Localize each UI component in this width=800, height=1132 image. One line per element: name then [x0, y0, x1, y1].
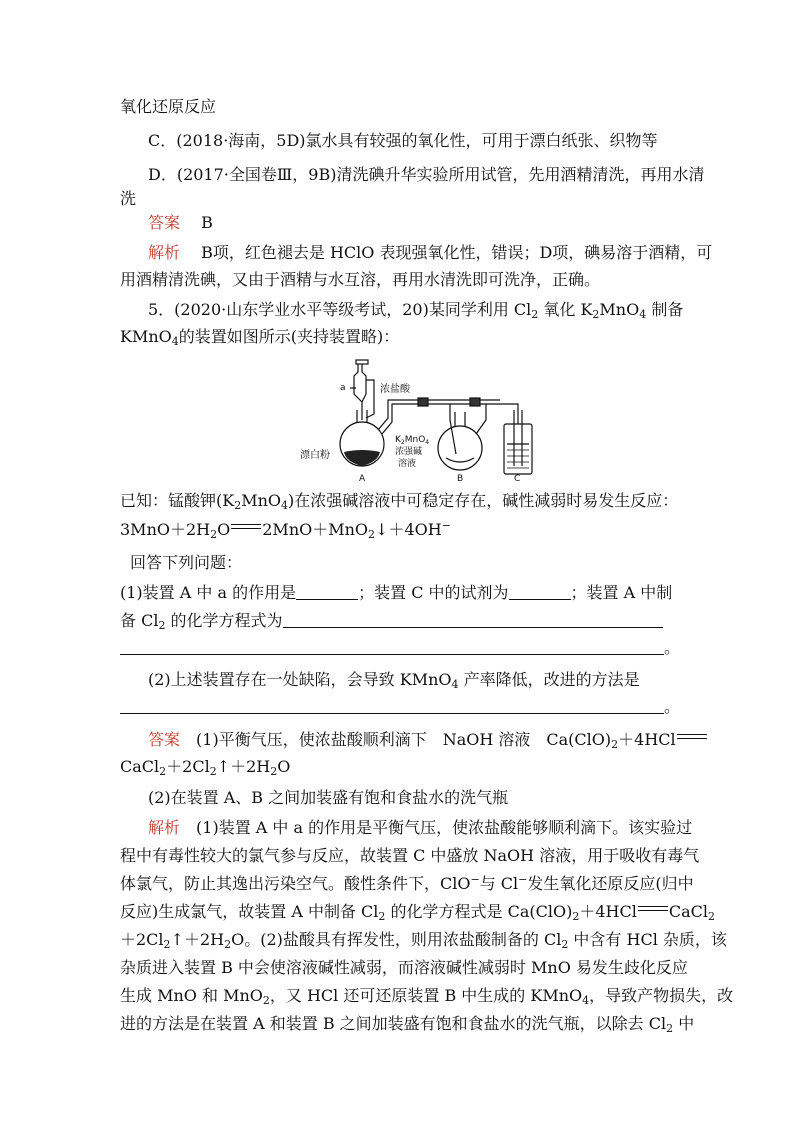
blank-equation[interactable] — [283, 613, 663, 628]
blank-equation-line-2[interactable] — [120, 654, 664, 655]
known-info: 已知：锰酸钾$(K_2MnO_4)$在浓强碱溶液中可稳定存在，碱性减弱时易发生反应： — [120, 491, 679, 512]
part-1-cont: 备 $Cl_2$ 的化学方程式为 — [120, 610, 663, 632]
double-line — [638, 904, 668, 914]
double-line — [231, 522, 261, 532]
period-2: 。 — [664, 697, 681, 716]
explanation-2-l8: 进的方法是在装置 A 和装置 B 之间加装盛有饱和食盐水的洗气瓶，以除去 $Cl_2$ 中 — [120, 1014, 695, 1035]
bottle-c — [504, 424, 532, 474]
explanation-1-cont — [120, 269, 600, 291]
answer-2-part2: (2)在装置 A、B 之间加装盛有饱和食盐水的洗气瓶 — [148, 788, 509, 807]
answer-label: 答案 — [148, 213, 181, 232]
explanation-2-l5: $+2Cl_2↑+2H_2O$。(2)盐酸具有挥发性，则用浓盐酸制备的 $Cl_2$ 中含有 HCl 杂质，该 — [120, 930, 727, 951]
answer-prompt: 回答下列问题： — [130, 553, 243, 572]
option-c-text: C．(2018·海南，5D)氯水具有较强的氧化性，可用于漂白纸张、织物等 — [148, 131, 658, 150]
label-flask-b: B — [457, 474, 464, 484]
label-bottle-c: C — [514, 474, 521, 484]
label-base-1: 浓强碱 — [395, 447, 423, 457]
flask-b — [438, 426, 482, 470]
explanation-2-l4: 反应)生成氯气，故装置 A 中制备 $Cl_2$ 的化学方程式是 $Ca(ClO)_2+4HCl$ CaCl$_2$ — [120, 902, 715, 923]
option-d — [148, 164, 705, 186]
explanation-2-l3: 体氯气，防止其逸出污染空气。酸性条件下，ClO−与 Cl−发生氧化还原反应(归中 — [120, 873, 694, 893]
period: 。 — [664, 638, 681, 657]
explanation-2: 解析 (1)装置 A 中 a 的作用是平衡气压，使浓盐酸能够顺利滴下。该实验过 — [148, 818, 693, 837]
label-base-2: 溶液 — [398, 459, 417, 469]
label-bleach: 漂白粉 — [300, 450, 330, 461]
bleach-powder — [344, 450, 380, 466]
label-conc-hcl: 浓盐酸 — [380, 384, 410, 395]
answer-2-cont: $CaCl_2+2Cl_2↑+2H_2O$ — [120, 757, 291, 778]
option-d-text: D．(2017·全国卷Ⅲ，9B)清洗碘升华实验所用试管，先用酒精清洗，再用水清 — [148, 165, 705, 184]
label-k2mno4: $K_2MnO_4$ — [395, 435, 430, 446]
label-flask-a: A — [359, 474, 366, 484]
answer-1 — [148, 212, 213, 234]
explanation-1 — [148, 242, 712, 264]
answer-label: 答案 — [148, 730, 181, 749]
blank-a-function[interactable] — [296, 585, 358, 600]
label-a: a — [340, 383, 346, 393]
apparatus-diagram — [300, 354, 540, 484]
reaction-equation: $3MnO+2H_2O$ 2MnO＋MnO$_2$↓＋4OH− — [120, 519, 451, 541]
answer-value: B — [201, 213, 213, 232]
explanation-text: B项，红色褪去是 HClO 表现强氧化性，错误；D项，碘易溶于酒精，可 — [201, 243, 713, 262]
question-5-cont: KMnO$_4$的装置如图所示(夹持装置略)： — [120, 327, 400, 348]
line-text: 氧化还原反应 — [120, 97, 217, 116]
explanation-label: 解析 — [148, 818, 181, 837]
option-c — [148, 130, 658, 152]
funnel-stopper — [356, 360, 368, 364]
double-line — [677, 732, 707, 742]
blank-c-reagent[interactable] — [509, 585, 571, 600]
question-5: 5．(2020·山东学业水平等级考试，20)某同学利用 $Cl_2$ 氧化 $K_2MnO_4$ 制备 — [148, 300, 684, 321]
part-2: (2)上述装置存在一处缺陷，会导致 KMnO$_4$ 产率降低，改进的方法是 — [148, 670, 640, 691]
explanation-text-2: 用酒精清洗碘，又由于酒精与水互溶，再用水清洗即可洗净，正确。 — [120, 270, 601, 289]
option-d-text-2: 洗 — [120, 189, 137, 208]
explanation-label: 解析 — [148, 243, 181, 262]
answer-2: 答案 (1)平衡气压，使浓盐酸顺利滴下 NaOH 溶液 $Ca(ClO)_2+4HCl$ — [148, 729, 708, 751]
funnel-body — [354, 364, 366, 402]
blank-improvement[interactable] — [120, 713, 664, 714]
explanation-2-l6: 杂质进入装置 B 中会使溶液碱性减弱，而溶液碱性减弱时 MnO 易发生歧化反应 — [120, 958, 688, 977]
part-1: (1)装置 A 中 a 的作用是 ；装置 C 中的试剂为 ；装置 A 中制 — [120, 583, 673, 602]
explanation-2-l7: 生成 MnO 和 MnO$_2$，又 HCl 还可还原装置 B 中生成的 KMnO$_4$，导致产物损失，改 — [120, 986, 734, 1007]
explanation-2-l2: 程中有毒性较大的氯气参与反应，故装置 C 中盛放 NaOH 溶液，用于吸收有毒气 — [120, 846, 700, 865]
option-d-cont — [120, 188, 136, 210]
text-line-1 — [120, 96, 216, 118]
